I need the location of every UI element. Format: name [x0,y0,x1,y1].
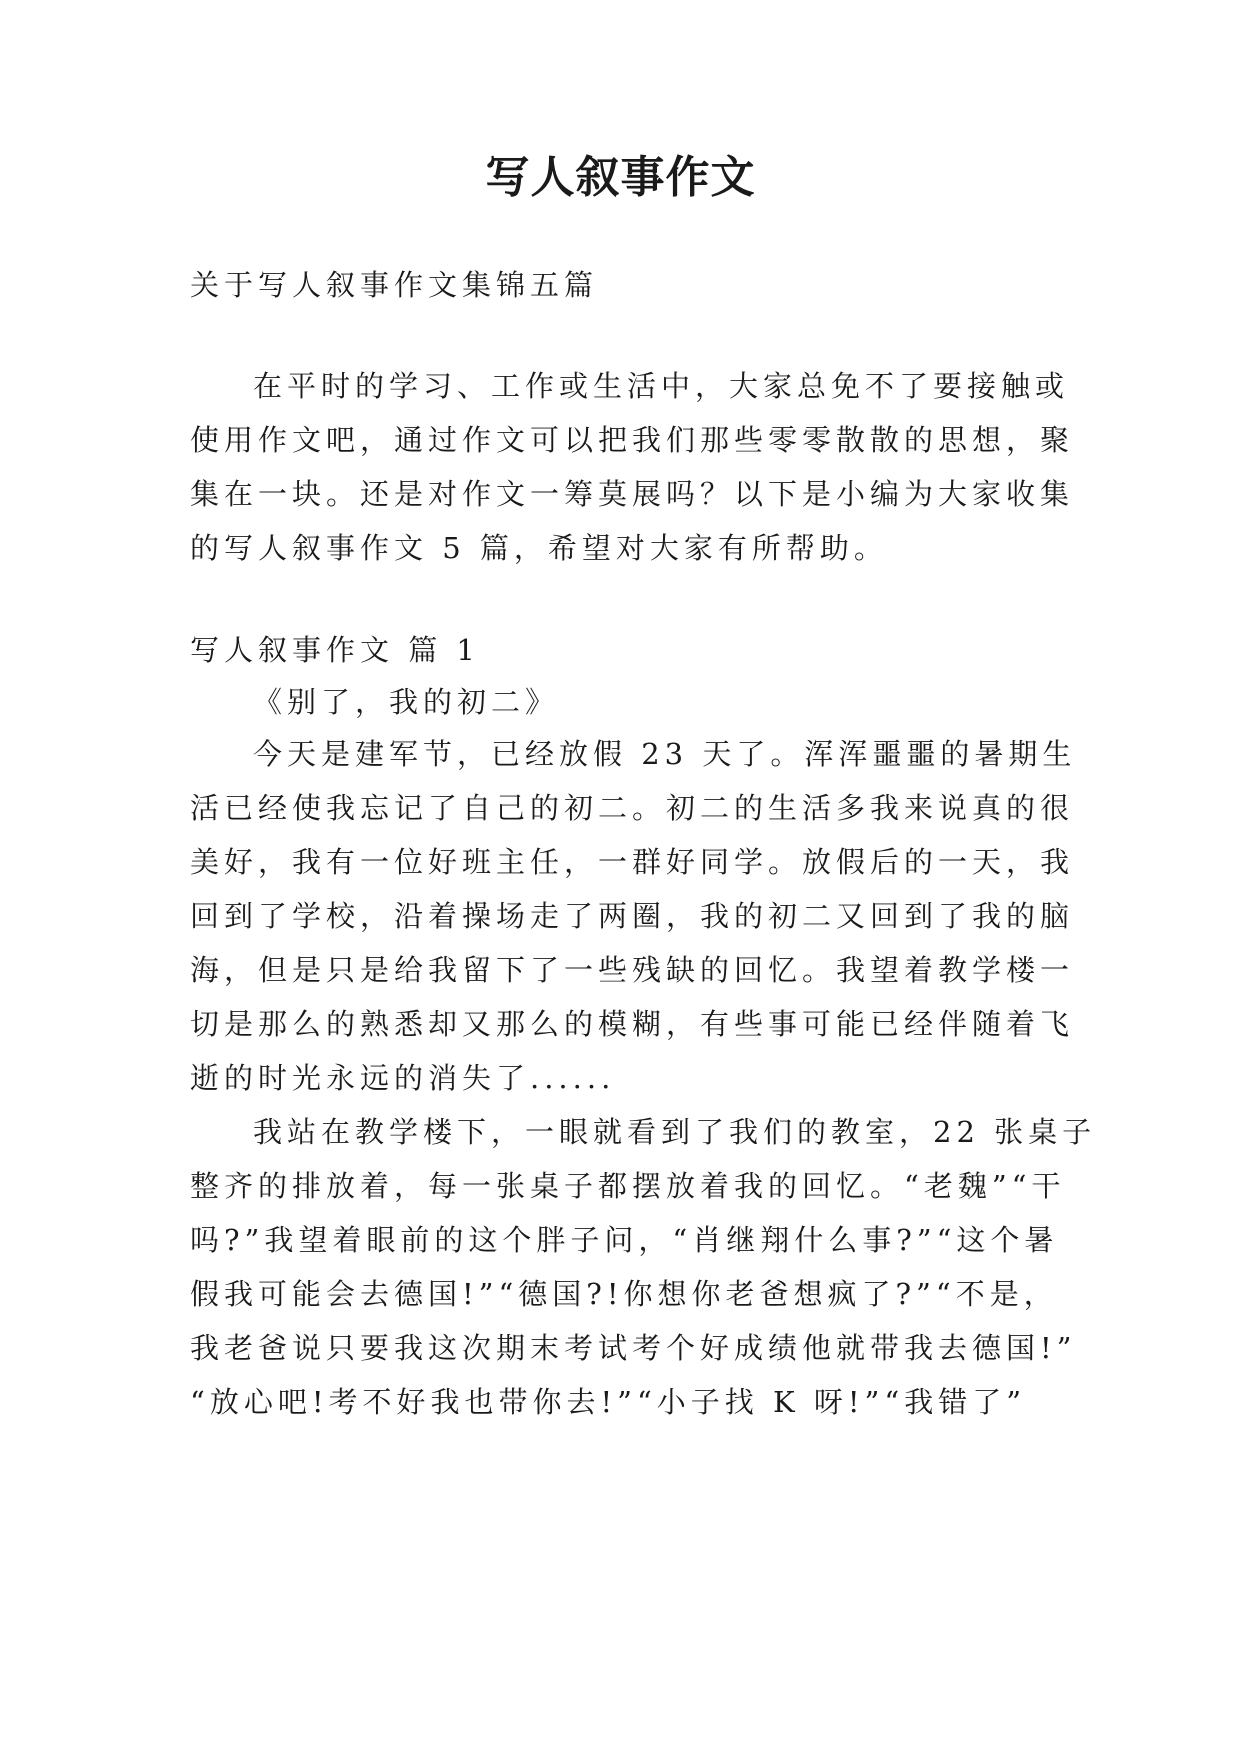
intro-line: 使用作文吧，通过作文可以把我们那些零零散散的思想，聚 [190,423,1075,457]
intro-line: 集在一块。还是对作文一筹莫展吗？以下是小编为大家收集 [190,477,1075,511]
intro-line: 的写人叙事作文 5 篇，希望对大家有所帮助。 [190,531,888,565]
essay-title: 《别了，我的初二》 [253,685,560,719]
paragraph-line: 吗?”我望着眼前的这个胖子问，“肖继翔什么事?”“这个暑 [190,1223,1059,1257]
paragraph-line: 假我可能会去德国!”“德国?!你想你老爸想疯了?”“不是， [190,1277,1058,1311]
paragraph-line: 海，但是只是给我留下了一些残缺的回忆。我望着教学楼一 [190,953,1075,987]
document-subtitle: 关于写人叙事作文集锦五篇 [190,268,599,302]
intro-line: 在平时的学习、工作或生活中，大家总免不了要接触或 [253,369,1070,403]
paragraph-line: 活已经使我忘记了自己的初二。初二的生活多我来说真的很 [190,791,1075,825]
paragraph-line: 美好，我有一位好班主任，一群好同学。放假后的一天，我 [190,845,1075,879]
paragraph-line: 我老爸说只要我这次期末考试考个好成绩他就带我去德国!” [190,1331,1077,1365]
paragraph-line: “放心吧!考不好我也带你去!”“小子找 K 呀!”“我错了” [190,1385,1027,1419]
paragraph-line: 切是那么的熟悉却又那么的模糊，有些事可能已经伴随着飞 [190,1007,1075,1041]
paragraph-line: 今天是建军节，已经放假 23 天了。浑浑噩噩的暑期生 [253,737,1077,771]
document-title: 写人叙事作文 [485,152,756,203]
paragraph-line: 整齐的排放着，每一张桌子都摆放着我的回忆。“老魏”“干 [190,1169,1066,1203]
paragraph-line: 我站在教学楼下，一眼就看到了我们的教室，22 张桌子 [253,1115,1097,1149]
paragraph-line: 回到了学校，沿着操场走了两圈，我的初二又回到了我的脑 [190,899,1075,933]
section-heading: 写人叙事作文 篇 1 [190,633,480,667]
paragraph-line: 逝的时光永远的消失了...... [190,1061,616,1095]
